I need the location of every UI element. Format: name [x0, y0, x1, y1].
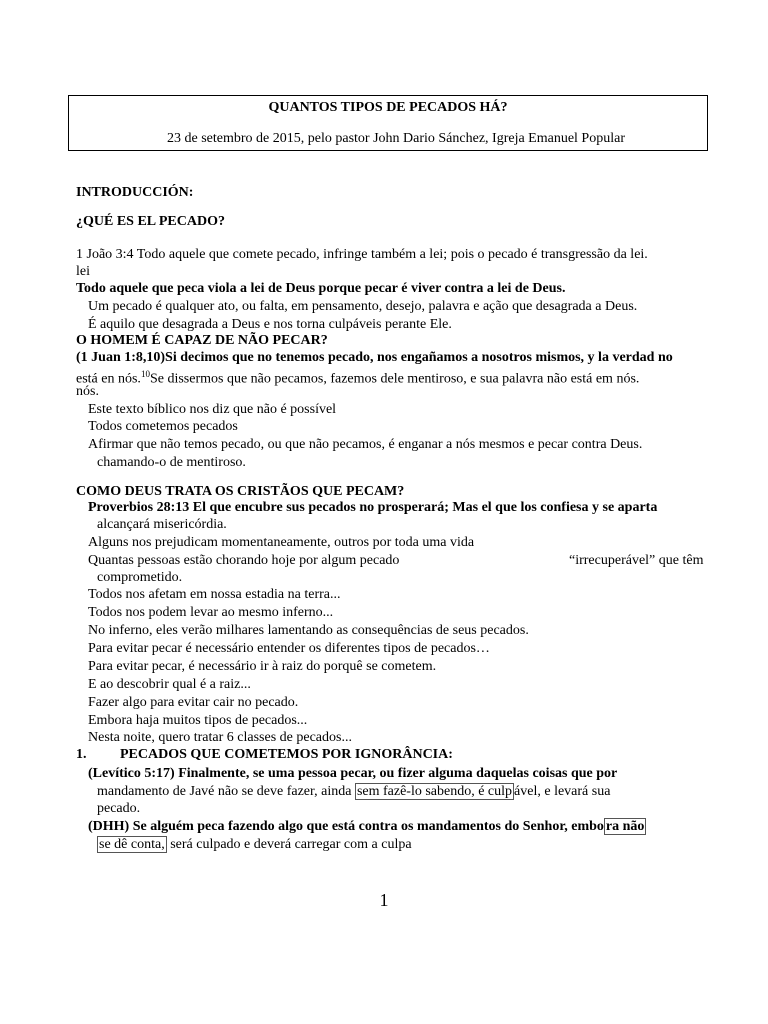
bullet-item-fragment: “irrecuperável” que têm: [569, 553, 704, 568]
statement-violates-law: Todo aquele que peca viola a lei de Deus porque pecar é viver contra a lei de Deus.: [76, 281, 566, 296]
header-box: [68, 95, 708, 151]
bullet-levitico: (Levítico 5:17) Finalmente, se uma pessoa pecar, ou fizer alguma daquelas coisas que por: [88, 766, 618, 781]
verse-fragment-nos: nós.: [76, 384, 99, 399]
levitico-continuation: pecado.: [97, 801, 141, 816]
proverbios-continuation: alcançará misericórdia.: [97, 517, 227, 532]
highlighted-phrase: ra não: [605, 819, 645, 834]
levitico-continuation: mandamento de Javé não se deve fazer, ainda sem fazê-lo sabendo, é culp ável, e levará sua: [97, 784, 611, 799]
bullet-item-continuation: comprometido.: [97, 570, 183, 585]
document-title: QUANTOS TIPOS DE PECADOS HÁ?: [268, 100, 508, 115]
heading-homem-capaz: O HOMEM É CAPAZ DE NÃO PECAR?: [76, 333, 328, 348]
bullet-item: No inferno, eles verão milhares lamentando as consequências de seus pecados.: [88, 623, 529, 638]
bullet-item: Todos nos podem levar ao mesmo inferno...: [88, 605, 334, 620]
bullet-dhh: (DHH) Se alguém peca fazendo algo que está contra os mandamentos do Senhor, embo ra não: [88, 819, 645, 834]
bullet-item-continuation: chamando-o de mentiroso.: [97, 455, 246, 470]
bullet-item: Este texto bíblico nos diz que não é possível: [88, 402, 337, 417]
verse-1-joao: 1 João 3:4 Todo aquele que comete pecado, infringe também a lei; pois o pecado é transgressão da lei.: [76, 247, 648, 262]
bullet-proverbios: Proverbios 28:13 El que encubre sus pecados no prosperará; Mas el que los confiesa y se aparta: [88, 500, 658, 515]
bullet-item: Para evitar pecar é necessário entender os diferentes tipos de pecados…: [88, 641, 490, 656]
bullet-item: Todos cometemos pecados: [88, 419, 238, 434]
bullet-item: Nesta noite, quero tratar 6 classes de pecados...: [88, 730, 352, 745]
bullet-item: Afirmar que não temos pecado, ou que não pecamos, é enganar a nós mesmos e pecar contra Deus.: [88, 437, 643, 452]
heading-como-deus-trata: COMO DEUS TRATA OS CRISTÃOS QUE PECAM?: [76, 484, 405, 499]
bullet-item: Alguns nos prejudicam momentaneamente, outros por toda uma vida: [88, 535, 475, 550]
verse-1-juan: (1 Juan 1:8,10)Si decimos que no tenemos pecado, nos engañamos a nosotros mismos, y la verdad no: [76, 350, 673, 365]
bullet-item: Embora haja muitos tipos de pecados...: [88, 713, 308, 728]
bullet-item: E ao descobrir qual é a raiz...: [88, 677, 251, 692]
heading-pecados-ignorancia: PECADOS QUE COMETEMOS POR IGNORÂNCIA:: [120, 747, 453, 762]
verse-number: 10: [140, 369, 150, 379]
verse-1-joao-continuation: lei: [76, 264, 90, 279]
highlighted-phrase: sem fazê-lo sabendo, é culp: [356, 784, 513, 799]
verse-1-juan-continuation: está en nós.$^{10}$Se dissermos que não pecamos, fazemos dele mentiroso, e sua palavra não está em nós.: [76, 369, 640, 387]
heading-introduccion: INTRODUCCIÓN:: [76, 185, 194, 200]
heading-que-es-pecado: ¿QUÉ ES EL PECADO?: [76, 214, 225, 229]
bullet-item: Um pecado é qualquer ato, ou falta, em pensamento, desejo, palavra e ação que desagrada a Deus.: [88, 299, 638, 314]
dhh-continuation: se dê conta, será culpado e deverá carregar com a culpa: [99, 837, 412, 852]
highlighted-phrase: se dê conta,: [99, 837, 165, 852]
bullet-item: Para evitar pecar, é necessário ir à raiz do porquê se cometem.: [88, 659, 437, 674]
document-subtitle: 23 de setembro de 2015, pelo pastor John Dario Sánchez, Igreja Emanuel Popular: [167, 131, 625, 146]
bullet-item: Fazer algo para evitar cair no pecado.: [88, 695, 299, 710]
section-number: 1.: [76, 747, 87, 762]
bullet-item: Todos nos afetam em nossa estadia na terra...: [88, 587, 341, 602]
bullet-item: É aquilo que desagrada a Deus e nos torna culpáveis perante Ele.: [88, 317, 452, 332]
bullet-item: Quantas pessoas estão chorando hoje por algum pecado: [88, 553, 400, 568]
page-number: 1: [379, 890, 389, 910]
